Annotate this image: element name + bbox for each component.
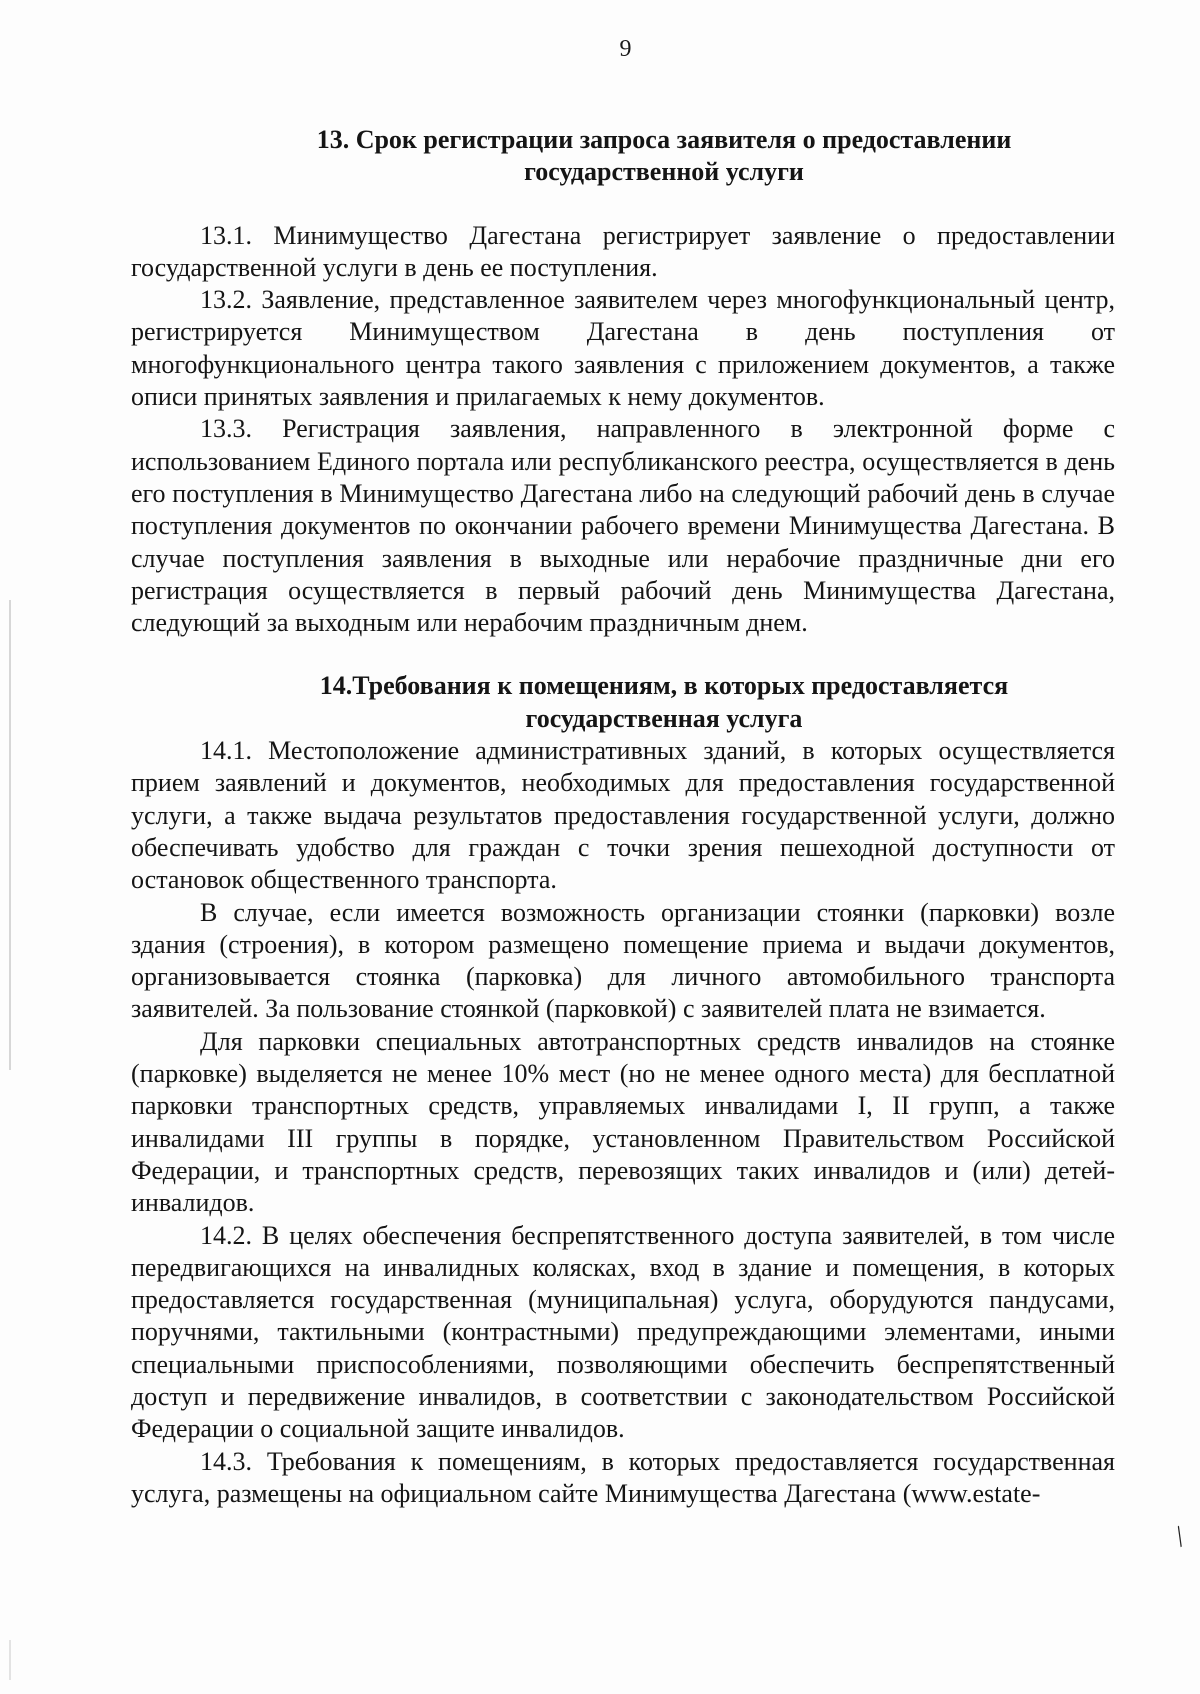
scan-edge-mark-lower — [9, 1640, 11, 1680]
section-14-heading-line-1: 14.Требования к помещениям, в которых предоставляется — [319, 671, 1009, 701]
section-14-heading-line-2: государственная услуга — [525, 703, 803, 733]
paragraph-14-2: 14.2. В целях обеспечения беспрепятственного доступа заявителей, в том числе передвигающихся на инвалидных колясках, вход в здание и помещения, в которых предоставляется государственная (муниципальная) услуга, оборудуются пандусами, поручнями, тактильными (контрастными) предупреждающими элементами, иными специальными приспособлениями, позволяющими обеспечить беспрепятственный доступ и передвижение инвалидов, в соответствии с законодательством Российской Федерации о социальной защите инвалидов. — [131, 1220, 1115, 1444]
paragraph-14-3: 14.3. Требования к помещениям, в которых предоставляется государственная услуга, размещены на официальном сайте Минимущества Дагестана (www.estate- — [131, 1446, 1115, 1508]
margin-tick-mark: ╱ — [1170, 1525, 1190, 1548]
scan-edge-mark — [9, 600, 11, 1070]
section-13-heading-line-1: 13. Срок регистрации запроса заявителя о предоставлении — [316, 125, 1012, 154]
section-14-heading — [131, 670, 1115, 735]
section-13-heading-line-2: государственной услуги — [524, 157, 804, 187]
document-body — [131, 124, 1115, 1510]
paragraph-14-1: 14.1. Местоположение административных зданий, в которых осуществляется прием заявлений и документов, необходимых для предоставления государственной услуги, а также выдача результатов предоставления государственной услуги, должно обеспечивать удобство для граждан с точки зрения пешеходной доступности от остановок общественного транспорта. — [131, 736, 1115, 895]
paragraph-13-1: 13.1. Минимущество Дагестана регистрирует заявление о предоставлении государственной услуги в день ее поступления. — [131, 220, 1115, 282]
paragraph-14-1-parking: В случае, если имеется возможность организации стоянки (парковки) возле здания (строения), в котором размещено помещение приема и выдачи документов, организовывается стоянка (парковка) для личного автомобильного транспорта заявителей. За пользование стоянкой (парковкой) с заявителей плата не взимается. — [131, 897, 1115, 1024]
paragraph-14-1-disabled-parking: Для парковки специальных автотранспортных средств инвалидов на стоянке (парковке) выделяется не менее 10% мест (но не менее одного места) для бесплатной парковки транспортных средств, управляемых инвалидами I, II групп, а также инвалидами III группы в порядке, установленном Правительством Российской Федерации, и транспортных средств, перевозящих таких инвалидов и (или) детей-инвалидов. — [131, 1026, 1115, 1218]
section-13-heading — [131, 124, 1115, 189]
paragraph-13-2: 13.2. Заявление, представленное заявителем через многофункциональный центр, регистрируется Минимуществом Дагестана в день поступления от многофункционального центра такого заявления с приложением документов, а также описи принятых заявления и прилагаемых к нему документов. — [131, 285, 1115, 412]
paragraph-13-3: 13.3. Регистрация заявления, направленного в электронной форме с использованием Единого портала или республиканского реестра, осуществляется в день его поступления в Минимущество Дагестана либо на следующий рабочий день в случае поступления документов по окончании рабочего времени Минимущества Дагестана. В случае поступления заявления в выходные или нерабочие праздничные дни его регистрация осуществляется в первый рабочий день Минимущества Дагестана, следующий за выходным или нерабочим праздничным днем. — [131, 414, 1115, 638]
page-number: 9 — [619, 36, 632, 62]
